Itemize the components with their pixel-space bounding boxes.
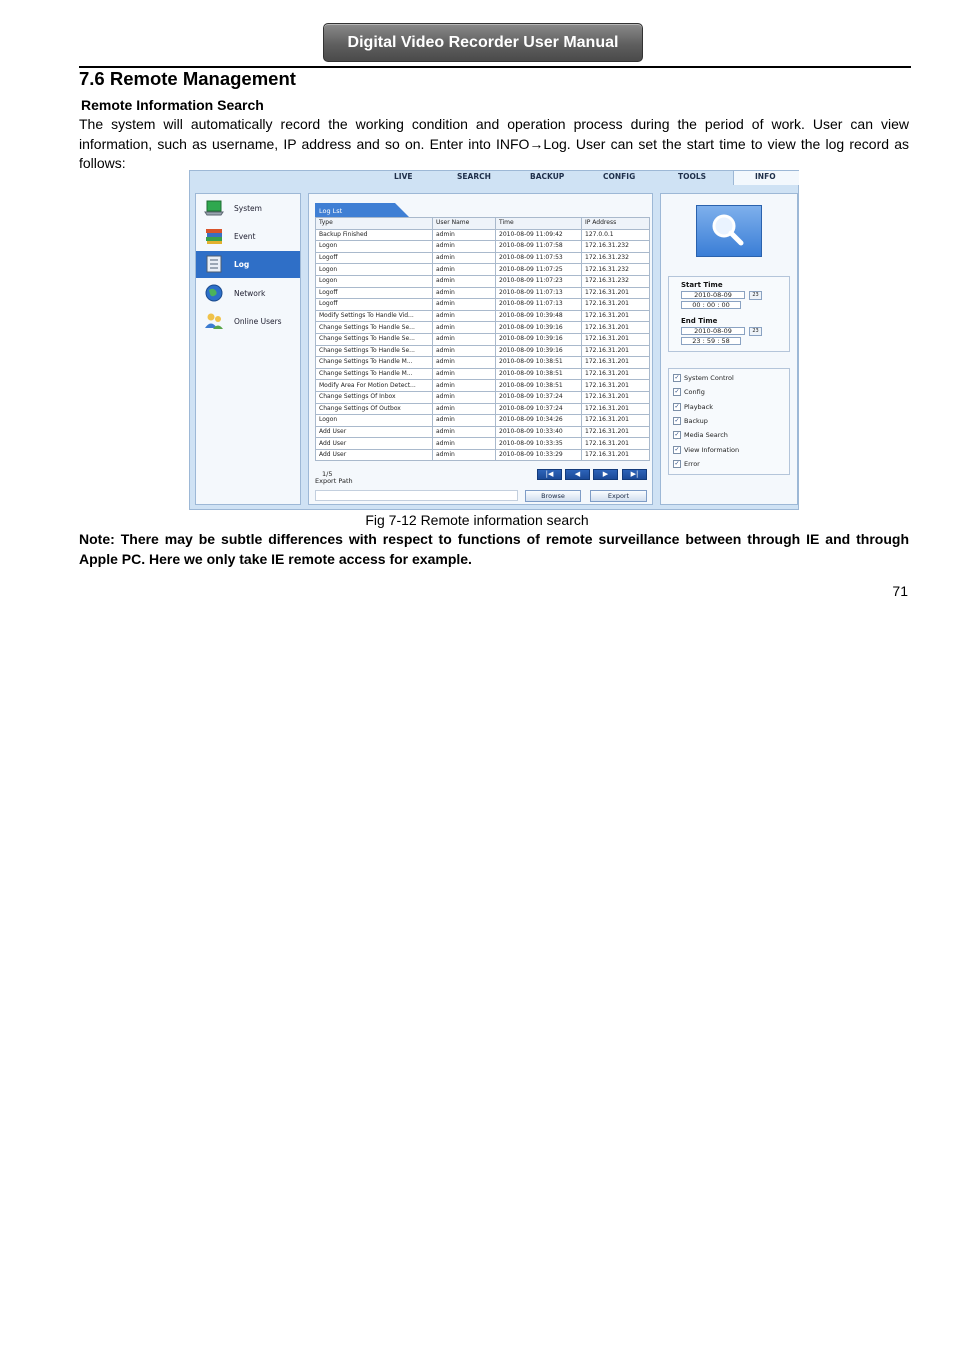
filter-label: View Information	[684, 445, 740, 454]
browse-button[interactable]: Browse	[525, 490, 581, 502]
log-type-cell: Change Settings To Handle Se...	[316, 322, 433, 334]
log-type-cell: Modify Settings To Handle Vid...	[316, 310, 433, 322]
log-row[interactable]	[316, 449, 650, 461]
log-user-cell: admin	[433, 310, 496, 322]
column-header-ip-address: IP Address	[582, 218, 650, 230]
start-time-label: Start Time	[681, 281, 723, 289]
log-user-cell: admin	[433, 241, 496, 253]
log-type-cell: Logoff	[316, 287, 433, 299]
section-title: 7.6 Remote Management	[79, 68, 296, 89]
sidebar-label: Network	[234, 289, 266, 298]
log-user-cell: admin	[433, 322, 496, 334]
sidebar-label: Event	[234, 232, 256, 241]
log-row[interactable]	[316, 345, 650, 357]
nav-tab-backup[interactable]: BACKUP	[530, 172, 565, 181]
log-time-cell: 2010-08-09 10:39:16	[496, 345, 582, 357]
log-type-cell: Logon	[316, 241, 433, 253]
page-number: 71	[892, 583, 908, 599]
log-list-panel	[308, 193, 653, 505]
nav-tab-config[interactable]: CONFIG	[603, 172, 636, 181]
log-row[interactable]	[316, 403, 650, 415]
filter-label: Media Search	[684, 431, 728, 440]
filter-checkbox[interactable]: ✓	[674, 388, 680, 396]
log-row[interactable]	[316, 322, 650, 334]
filter-label: Config	[684, 388, 705, 397]
books-icon	[204, 227, 224, 245]
sidebar-item-network[interactable]	[196, 280, 300, 307]
log-row[interactable]	[316, 438, 650, 450]
export-path-label: Export Path	[315, 477, 353, 485]
log-ip-cell: 172.16.31.201	[582, 357, 650, 369]
log-ip-cell: 172.16.31.232	[582, 241, 650, 253]
log-row[interactable]	[316, 426, 650, 438]
log-time-cell: 2010-08-09 10:33:29	[496, 449, 582, 461]
log-user-cell: admin	[433, 415, 496, 427]
log-row[interactable]	[316, 415, 650, 427]
pager-controls	[537, 469, 649, 481]
log-time-cell: 2010-08-09 10:37:24	[496, 391, 582, 403]
filter-checkbox[interactable]: ✓	[674, 416, 680, 424]
end-calendar-button[interactable]: 23	[749, 327, 762, 336]
log-time-cell: 2010-08-09 10:39:16	[496, 322, 582, 334]
log-user-cell: admin	[433, 357, 496, 369]
log-ip-cell: 172.16.31.201	[582, 299, 650, 311]
filter-label: Backup	[684, 416, 708, 425]
log-table-header	[316, 218, 650, 230]
log-type-cell: Logon	[316, 415, 433, 427]
log-type-cell: Add User	[316, 449, 433, 461]
log-row[interactable]	[316, 310, 650, 322]
log-user-cell: admin	[433, 345, 496, 357]
log-time-cell: 2010-08-09 11:07:53	[496, 252, 582, 264]
first-page-button[interactable]: |◀	[537, 469, 562, 480]
log-ip-cell: 172.16.31.201	[582, 345, 650, 357]
sidebar-item-event[interactable]	[196, 223, 300, 250]
info-sidebar	[195, 193, 301, 505]
log-user-cell: admin	[433, 368, 496, 380]
log-ip-cell: 172.16.31.201	[582, 380, 650, 392]
log-row[interactable]	[316, 241, 650, 253]
log-time-cell: 2010-08-09 10:38:51	[496, 357, 582, 369]
start-time-input[interactable]: 00 : 00 : 00	[681, 301, 741, 309]
log-time-cell: 2010-08-09 11:07:13	[496, 287, 582, 299]
log-ip-cell: 172.16.31.201	[582, 287, 650, 299]
log-ip-cell: 172.16.31.201	[582, 322, 650, 334]
log-time-cell: 2010-08-09 10:38:51	[496, 380, 582, 392]
log-row[interactable]	[316, 275, 650, 287]
next-page-button[interactable]: ▶	[593, 469, 618, 480]
log-table	[315, 217, 650, 461]
note-paragraph: Note: There may be subtle differences with respect to functions of remote surveillance between through IE and through Apple PC. Here we only take IE remote access for example.	[79, 531, 909, 567]
log-time-cell: 2010-08-09 10:37:24	[496, 403, 582, 415]
page-indicator: 1/5	[322, 470, 333, 478]
log-type-cell: Change Settings To Handle M...	[316, 357, 433, 369]
log-list-tab[interactable]	[315, 203, 409, 217]
log-time-cell: 2010-08-09 10:39:16	[496, 333, 582, 345]
subsection-title: Remote Information Search	[81, 97, 264, 113]
nav-tab-info[interactable]: INFO	[755, 172, 776, 181]
filter-checkbox[interactable]: ✓	[674, 431, 680, 439]
log-time-cell: 2010-08-09 11:07:25	[496, 264, 582, 276]
log-ip-cell: 172.16.31.201	[582, 333, 650, 345]
log-type-cell: Change Settings Of Inbox	[316, 391, 433, 403]
log-user-cell: admin	[433, 299, 496, 311]
start-date-input[interactable]: 2010-08-09	[681, 291, 745, 299]
log-row[interactable]	[316, 287, 650, 299]
log-user-cell: admin	[433, 264, 496, 276]
log-ip-cell: 127.0.0.1	[582, 229, 650, 241]
filter-checkbox[interactable]: ✓	[674, 402, 680, 410]
log-user-cell: admin	[433, 438, 496, 450]
log-row[interactable]	[316, 252, 650, 264]
log-type-cell: Logoff	[316, 252, 433, 264]
log-type-cell: Logon	[316, 275, 433, 287]
log-ip-cell: 172.16.31.201	[582, 403, 650, 415]
log-notebook-icon	[204, 255, 224, 273]
log-table-body	[316, 229, 650, 461]
log-user-cell: admin	[433, 391, 496, 403]
log-row[interactable]	[316, 391, 650, 403]
search-filter-panel	[660, 193, 798, 505]
log-type-cell: Backup Finished	[316, 229, 433, 241]
log-time-cell: 2010-08-09 10:38:51	[496, 368, 582, 380]
sidebar-label: Log	[234, 260, 250, 269]
sidebar-label: System	[234, 204, 262, 213]
log-type-cell: Change Settings To Handle Se...	[316, 333, 433, 345]
log-type-cell: Change Settings To Handle M...	[316, 368, 433, 380]
log-time-cell: 2010-08-09 11:09:42	[496, 229, 582, 241]
log-type-cell: Change Settings Of Outbox	[316, 403, 433, 415]
end-time-input[interactable]: 23 : 59 : 58	[681, 337, 741, 345]
log-ip-cell: 172.16.31.201	[582, 426, 650, 438]
log-ip-cell: 172.16.31.232	[582, 264, 650, 276]
log-ip-cell: 172.16.31.201	[582, 368, 650, 380]
filter-checkbox[interactable]: ✓	[674, 445, 680, 453]
log-type-cell: Add User	[316, 438, 433, 450]
sidebar-item-online-users[interactable]	[196, 308, 300, 335]
log-ip-cell: 172.16.31.232	[582, 275, 650, 287]
log-time-cell: 2010-08-09 11:07:58	[496, 241, 582, 253]
column-header-time: Time	[496, 218, 582, 230]
log-time-cell: 2010-08-09 10:39:48	[496, 310, 582, 322]
log-time-cell: 2010-08-09 11:07:13	[496, 299, 582, 311]
filter-label: System Control	[684, 374, 734, 382]
log-type-cell: Add User	[316, 426, 433, 438]
log-ip-cell: 172.16.31.201	[582, 310, 650, 322]
column-header-type: Type	[316, 218, 433, 230]
log-row[interactable]	[316, 299, 650, 311]
log-ip-cell: 172.16.31.201	[582, 449, 650, 461]
log-time-cell: 2010-08-09 11:07:23	[496, 275, 582, 287]
column-header-user-name: User Name	[433, 218, 496, 230]
log-user-cell: admin	[433, 403, 496, 415]
log-ip-cell: 172.16.31.201	[582, 415, 650, 427]
log-row[interactable]	[316, 368, 650, 380]
globe-icon	[204, 284, 224, 302]
log-user-cell: admin	[433, 252, 496, 264]
sidebar-item-system[interactable]	[196, 195, 300, 222]
log-row[interactable]	[316, 380, 650, 392]
nav-tab-live[interactable]: LIVE	[394, 172, 413, 181]
log-time-cell: 2010-08-09 10:33:35	[496, 438, 582, 450]
figure-caption: Fig 7-12 Remote information search	[365, 512, 589, 528]
log-type-cell: Logoff	[316, 299, 433, 311]
log-row[interactable]	[316, 357, 650, 369]
sidebar-item-log[interactable]	[196, 251, 300, 278]
last-page-button[interactable]: ▶|	[622, 469, 647, 480]
end-date-input[interactable]: 2010-08-09	[681, 327, 745, 335]
nav-tab-search[interactable]: SEARCH	[457, 172, 491, 181]
filter-label: Error	[684, 459, 700, 468]
export-path-input[interactable]	[315, 490, 518, 501]
laptop-icon	[204, 199, 224, 217]
search-button[interactable]	[696, 205, 762, 257]
log-ip-cell: 172.16.31.201	[582, 438, 650, 450]
export-button[interactable]: Export	[590, 490, 647, 502]
manual-title-badge: Digital Video Recorder User Manual	[323, 23, 643, 62]
log-row[interactable]	[316, 229, 650, 241]
previous-page-button[interactable]: ◀	[565, 469, 590, 480]
log-type-filters	[668, 368, 790, 475]
top-navigation	[190, 171, 798, 185]
log-user-cell: admin	[433, 275, 496, 287]
log-ip-cell: 172.16.31.201	[582, 391, 650, 403]
log-user-cell: admin	[433, 426, 496, 438]
start-calendar-button[interactable]: 23	[749, 291, 762, 300]
magnifier-icon	[697, 206, 761, 256]
log-user-cell: admin	[433, 287, 496, 299]
log-user-cell: admin	[433, 449, 496, 461]
sidebar-label: Online Users	[234, 317, 282, 326]
time-range-box	[668, 276, 790, 352]
end-time-label: End Time	[681, 317, 718, 325]
body-paragraph: The system will automatically record the working condition and operation process during the period of work. User can view information, such as username, IP address and so on. Enter into INFO→Log. User can set the start time to view the log record as follows:	[79, 116, 909, 171]
log-time-cell: 2010-08-09 10:34:26	[496, 415, 582, 427]
log-time-cell: 2010-08-09 10:33:40	[496, 426, 582, 438]
nav-tab-tools[interactable]: TOOLS	[678, 172, 707, 181]
filter-checkbox[interactable]: ✓	[674, 374, 680, 381]
log-type-cell: Modify Area For Motion Detect...	[316, 380, 433, 392]
log-type-cell: Change Settings To Handle Se...	[316, 345, 433, 357]
users-icon	[204, 312, 224, 330]
log-ip-cell: 172.16.31.232	[582, 252, 650, 264]
log-row[interactable]	[316, 264, 650, 276]
filter-label: Playback	[684, 402, 714, 411]
log-user-cell: admin	[433, 333, 496, 345]
log-type-cell: Logon	[316, 264, 433, 276]
log-list-tab-label: Log Lst	[319, 207, 343, 215]
log-user-cell: admin	[433, 380, 496, 392]
log-user-cell: admin	[433, 229, 496, 241]
log-row[interactable]	[316, 333, 650, 345]
filter-checkbox[interactable]: ✓	[674, 459, 680, 467]
remote-info-search-screenshot	[189, 170, 799, 510]
